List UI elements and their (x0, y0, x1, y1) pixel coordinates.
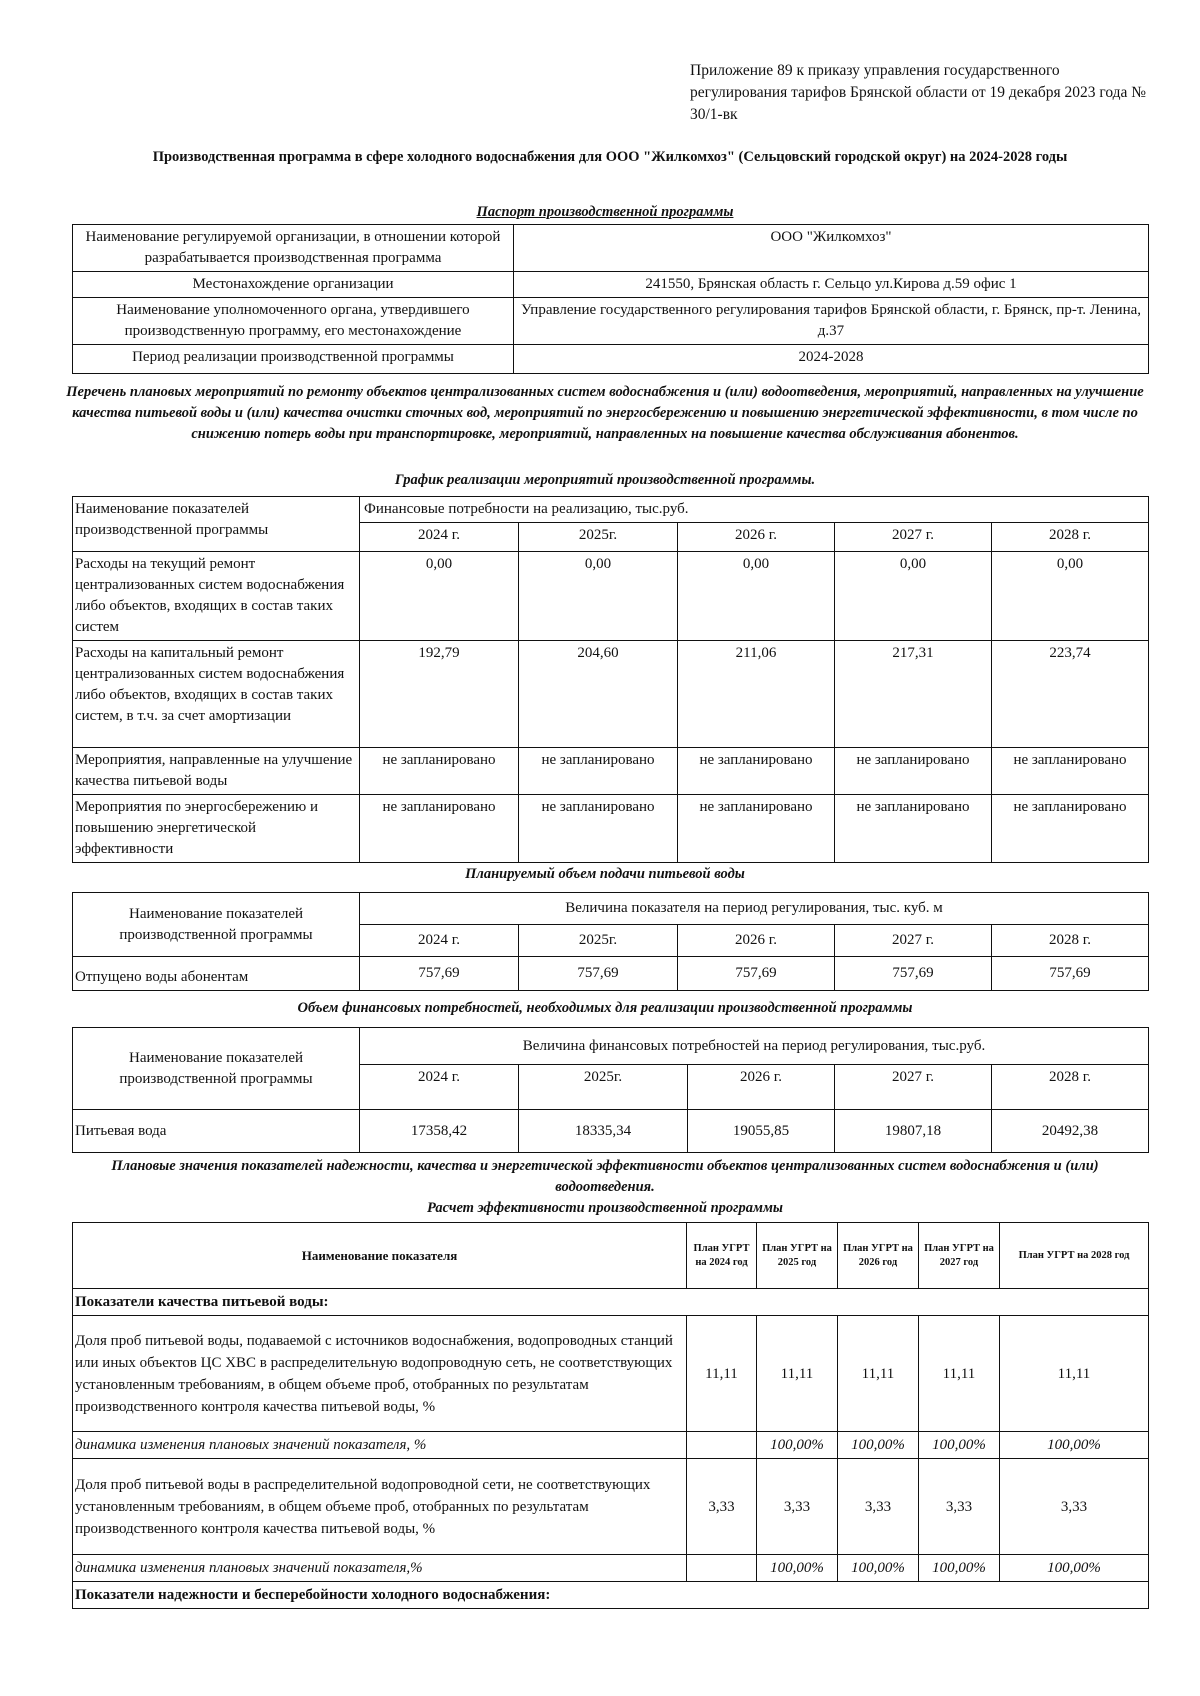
table-row (73, 748, 1149, 795)
cell-value: 11,11 (757, 1316, 838, 1432)
passport-label: Наименование регулируемой организации, в отношении которой разрабатывается производственная программа (73, 225, 514, 272)
row-label: Расходы на капитальный ремонт централизованных систем водоснабжения либо объектов, входящих в состав таких систем, в т.ч. за счет амортизации (73, 641, 360, 748)
cell-value: 100,00% (838, 1432, 919, 1459)
section-title: Показатели качества питьевой воды: (73, 1289, 1149, 1316)
cell-value: 211,06 (678, 641, 835, 748)
row-label: Расходы на текущий ремонт централизованных систем водоснабжения либо объектов, входящих в состав таких систем (73, 552, 360, 641)
cell-value: 17358,42 (360, 1110, 519, 1153)
cell-value: не запланировано (835, 795, 992, 863)
indicators-head-row (73, 1223, 1149, 1289)
year-header: 2027 г. (835, 1065, 992, 1110)
table-row (73, 1459, 1149, 1555)
table-row (73, 1316, 1149, 1432)
cell-value: 11,11 (1000, 1316, 1149, 1432)
cell-value: 100,00% (919, 1555, 1000, 1582)
cell-value: 100,00% (919, 1432, 1000, 1459)
year-header: 2025г. (519, 1065, 688, 1110)
cell-value: 217,31 (835, 641, 992, 748)
cell-value: не запланировано (519, 748, 678, 795)
cell-value: 0,00 (992, 552, 1149, 641)
row-label: Доля проб питьевой воды в распределительной водопроводной сети, не соответствующих установленным требованиям, в общем объеме проб, отобранных по результатам производственного контроля качества питьевой воды, % (73, 1459, 687, 1555)
cell-value: не запланировано (992, 795, 1149, 863)
finance-table (72, 1027, 1149, 1153)
passport-value: 241550, Брянская область г. Сельцо ул.Кирова д.59 офис 1 (514, 272, 1149, 298)
passport-row (73, 225, 1149, 272)
cell-value: 100,00% (757, 1432, 838, 1459)
passport-value: ООО "Жилкомхоз" (514, 225, 1149, 272)
cell-value: не запланировано (519, 795, 678, 863)
year-header: 2025г. (519, 925, 678, 957)
cell-value (687, 1555, 757, 1582)
year-header: План УГРТ на 2028 год (1000, 1223, 1149, 1289)
dynamics-row (73, 1555, 1149, 1582)
finance-head-label: Наименование показателей производственной программы (73, 1028, 360, 1110)
indicators-table (72, 1222, 1149, 1609)
dynamics-row (73, 1432, 1149, 1459)
row-label: Мероприятия, направленные на улучшение качества питьевой воды (73, 748, 360, 795)
measures-head-group: Финансовые потребности на реализацию, тыс.руб. (360, 497, 1149, 523)
year-header: 2024 г. (360, 925, 519, 957)
passport-row (73, 345, 1149, 374)
year-header: План УГРТ на 2024 год (687, 1223, 757, 1289)
table-row (73, 957, 1149, 991)
section-title: Показатели надежности и бесперебойности холодного водоснабжения: (73, 1582, 1149, 1609)
year-header: 2026 г. (688, 1065, 835, 1110)
cell-value: 100,00% (1000, 1555, 1149, 1582)
volume-head-label: Наименование показателей производственной программы (73, 893, 360, 957)
measures-caption: Перечень плановых мероприятий по ремонту объектов централизованных систем водоснабжения и (или) водоотведения, мероприятий, направленных на улучшение качества питьевой воды и (или) качества очистки сточных вод, мероприятий по энергосбережению и повышению энергетической эффективности, в том числе по снижению потерь воды при транспортировке, мероприятий, направленных на повышение качества обслуживания абонентов. (66, 384, 1144, 442)
year-header: 2026 г. (678, 523, 835, 552)
cell-value: 20492,38 (992, 1110, 1149, 1153)
cell-value: 18335,34 (519, 1110, 688, 1153)
row-label: динамика изменения плановых значений показателя, % (73, 1432, 687, 1459)
table-row (73, 552, 1149, 641)
passport-label: Наименование уполномоченного органа, утвердившего производственную программу, его местонахождение (73, 298, 514, 345)
cell-value: 19807,18 (835, 1110, 992, 1153)
table-row (73, 795, 1149, 863)
indicators-head-label: Наименование показателя (73, 1223, 687, 1289)
cell-value: не запланировано (835, 748, 992, 795)
cell-value: 757,69 (360, 957, 519, 991)
cell-value: 757,69 (835, 957, 992, 991)
year-header: 2024 г. (360, 523, 519, 552)
measures-table (72, 496, 1149, 863)
document-title: Производственная программа в сфере холодного водоснабжения для ООО "Жилкомхоз" (Сельцовский городской округ) на 2024-2028 годы (152, 149, 1068, 165)
year-header: 2028 г. (992, 523, 1149, 552)
passport-caption: Паспорт производственной программы (476, 204, 734, 220)
measures-head-label: Наименование показателей производственной программы (73, 497, 360, 552)
year-header: План УГРТ на 2027 год (919, 1223, 1000, 1289)
finance-head-row (73, 1028, 1149, 1065)
year-header: 2026 г. (678, 925, 835, 957)
cell-value: 3,33 (757, 1459, 838, 1555)
year-header: 2027 г. (835, 523, 992, 552)
passport-table (72, 224, 1149, 374)
cell-value: 11,11 (838, 1316, 919, 1432)
year-header: 2024 г. (360, 1065, 519, 1110)
volume-head-group: Величина показателя на период регулирования, тыс. куб. м (360, 893, 1149, 925)
cell-value: 100,00% (1000, 1432, 1149, 1459)
row-label: Питьевая вода (73, 1110, 360, 1153)
passport-row (73, 272, 1149, 298)
measures-subcaption: График реализации мероприятий производственной программы. (394, 472, 816, 488)
passport-label: Местонахождение организации (73, 272, 514, 298)
finance-caption: Объем финансовых потребностей, необходимых для реализации производственной программы (297, 1000, 913, 1016)
cell-value: 757,69 (519, 957, 678, 991)
appendix-note: Приложение 89 к приказу управления государственного регулирования тарифов Брянской области от 19 декабря 2023 года № 30/1-вк (690, 62, 1147, 123)
volume-caption: Планируемый объем подачи питьевой воды (465, 866, 745, 882)
cell-value: 192,79 (360, 641, 519, 748)
cell-value: 19055,85 (688, 1110, 835, 1153)
cell-value: не запланировано (992, 748, 1149, 795)
cell-value: 3,33 (919, 1459, 1000, 1555)
passport-row (73, 298, 1149, 345)
row-label: Отпущено воды абонентам (73, 957, 360, 991)
cell-value: 3,33 (687, 1459, 757, 1555)
table-row (73, 641, 1149, 748)
cell-value: 3,33 (1000, 1459, 1149, 1555)
year-header: План УГРТ на 2025 год (757, 1223, 838, 1289)
measures-head-row (73, 497, 1149, 523)
volume-table (72, 892, 1149, 991)
row-label: Мероприятия по энергосбережению и повышению энергетической эффективности (73, 795, 360, 863)
section-row (73, 1289, 1149, 1316)
cell-value: не запланировано (360, 795, 519, 863)
year-header: 2028 г. (992, 1065, 1149, 1110)
passport-label: Период реализации производственной программы (73, 345, 514, 374)
cell-value: не запланировано (360, 748, 519, 795)
cell-value: 223,74 (992, 641, 1149, 748)
section-row (73, 1582, 1149, 1609)
year-header: 2025г. (519, 523, 678, 552)
year-header: 2027 г. (835, 925, 992, 957)
cell-value: 100,00% (757, 1555, 838, 1582)
cell-value: 3,33 (838, 1459, 919, 1555)
cell-value: не запланировано (678, 795, 835, 863)
cell-value: 0,00 (360, 552, 519, 641)
year-header: 2028 г. (992, 925, 1149, 957)
cell-value: 11,11 (687, 1316, 757, 1432)
indicators-caption: Плановые значения показателей надежности, качества и энергетической эффективности объектов централизованных систем водоснабжения и (или) водоотведения. (111, 1158, 1099, 1195)
indicators-subcaption: Расчет эффективности производственной программы (427, 1200, 783, 1216)
finance-head-group: Величина финансовых потребностей на период регулирования, тыс.руб. (360, 1028, 1149, 1065)
cell-value: 757,69 (992, 957, 1149, 991)
passport-value: 2024-2028 (514, 345, 1149, 374)
volume-head-row (73, 893, 1149, 925)
passport-value: Управление государственного регулирования тарифов Брянской области, г. Брянск, пр-т. Ленина, д.37 (514, 298, 1149, 345)
cell-value: не запланировано (678, 748, 835, 795)
cell-value: 0,00 (678, 552, 835, 641)
cell-value: 11,11 (919, 1316, 1000, 1432)
row-label: динамика изменения плановых значений показателя,% (73, 1555, 687, 1582)
cell-value: 757,69 (678, 957, 835, 991)
table-row (73, 1110, 1149, 1153)
row-label: Доля проб питьевой воды, подаваемой с источников водоснабжения, водопроводных станций или иных объектов ЦС ХВС в распределительную водопроводную сеть, не соответствующих установленным требованиям, в общем объеме проб, отобранных по результатам производственного контроля качества питьевой воды, % (73, 1316, 687, 1432)
cell-value: 100,00% (838, 1555, 919, 1582)
cell-value: 0,00 (835, 552, 992, 641)
cell-value: 204,60 (519, 641, 678, 748)
year-header: План УГРТ на 2026 год (838, 1223, 919, 1289)
cell-value (687, 1432, 757, 1459)
cell-value: 0,00 (519, 552, 678, 641)
